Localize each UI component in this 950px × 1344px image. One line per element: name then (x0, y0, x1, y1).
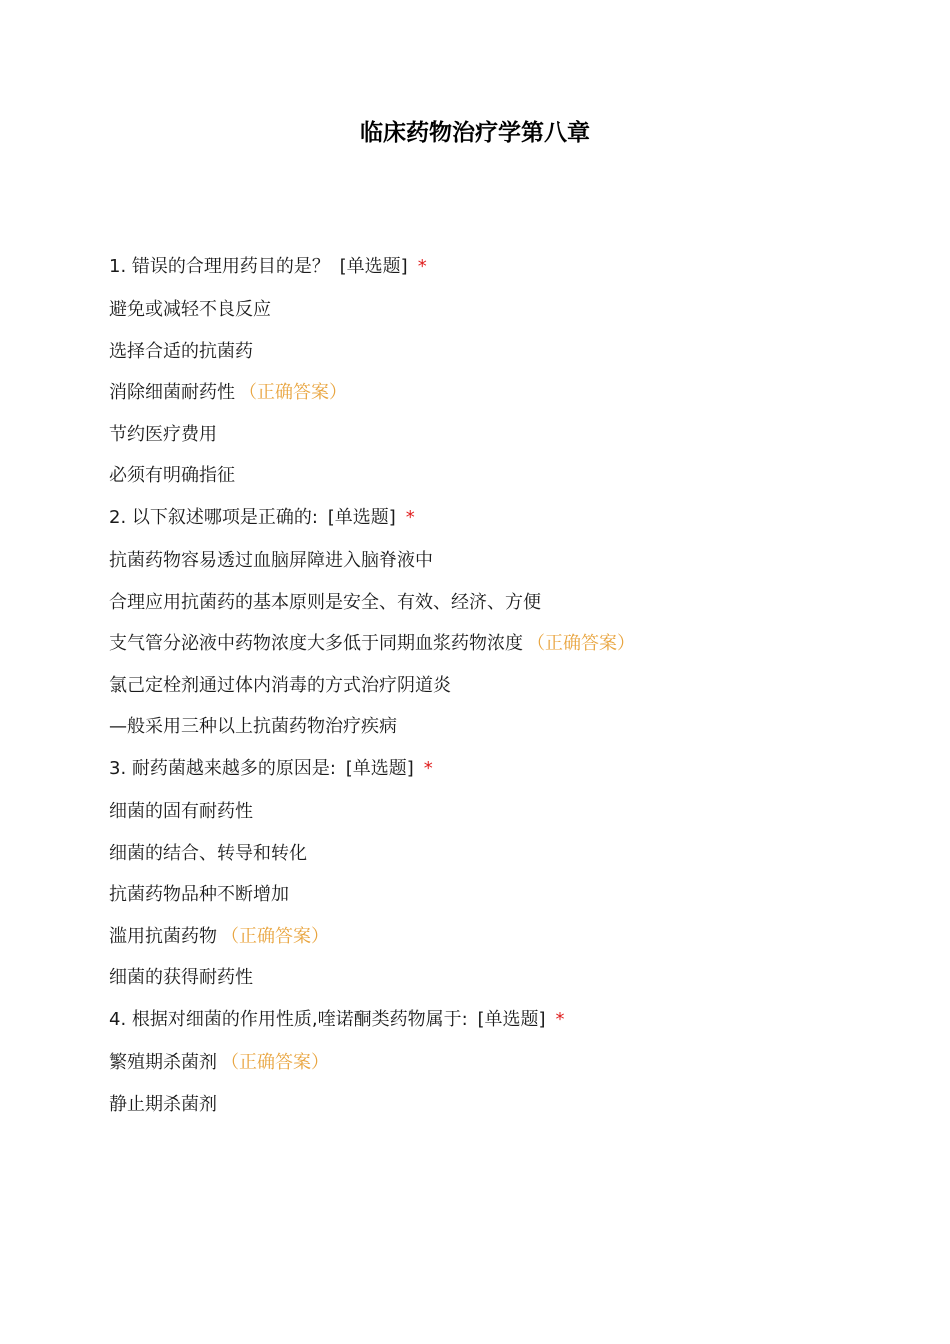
option-text: 细菌的结合、转导和转化 (109, 842, 307, 864)
option-item (109, 461, 889, 491)
option-text: —般采用三种以上抗菌药物治疗疾病 (109, 716, 397, 737)
option-text: 繁殖期杀菌剂 (109, 1052, 217, 1073)
option-item (109, 880, 889, 910)
option-item (109, 922, 889, 952)
question-title (109, 252, 889, 282)
question-list (109, 252, 889, 1132)
question-number: 4. (109, 1009, 127, 1030)
option-item (109, 839, 889, 869)
required-mark: * (423, 758, 433, 779)
correct-answer-tag: （正确答案） (221, 1052, 329, 1073)
option-text: 消除细菌耐药性 (109, 382, 235, 403)
option-item (109, 629, 889, 659)
question-3 (109, 754, 889, 993)
option-text: 静止期杀菌剂 (109, 1093, 217, 1115)
question-text: 根据对细菌的作用性质,喹诺酮类药物属于: (131, 1009, 468, 1030)
option-text: 节约医疗费用 (109, 423, 217, 445)
question-4 (109, 1005, 889, 1120)
option-item (109, 671, 889, 701)
question-title (109, 1005, 889, 1035)
option-text: 细菌的获得耐药性 (109, 967, 253, 988)
correct-answer-tag: （正确答案） (239, 382, 347, 403)
question-type: [单选题] (339, 256, 408, 277)
option-text: 氯己定栓剂通过体内消毒的方式治疗阴道炎 (109, 674, 451, 696)
question-number: 3. (109, 758, 127, 779)
option-item (109, 1090, 889, 1120)
option-item (109, 546, 889, 576)
option-text: 抗菌药物容易透过血脑屏障进入脑脊液中 (109, 550, 433, 571)
option-item (109, 588, 889, 618)
question-text: 错误的合理用药目的是？ (131, 256, 330, 277)
option-text: 抗菌药物品种不断增加 (109, 884, 289, 905)
question-text: 以下叙述哪项是正确的: (131, 507, 318, 528)
option-item (109, 1048, 889, 1078)
page-title: 临床药物治疗学第八章 (360, 120, 590, 146)
option-item (109, 420, 889, 450)
option-text: 避免或减轻不良反应 (109, 299, 271, 320)
question-type: [单选题] (477, 1009, 546, 1030)
required-mark: * (405, 507, 415, 528)
question-2 (109, 503, 889, 742)
question-type: [单选题] (345, 758, 414, 779)
question-title (109, 503, 889, 533)
option-text: 滥用抗菌药物 (109, 925, 217, 947)
required-mark: * (555, 1009, 565, 1030)
option-text: 细菌的固有耐药性 (109, 801, 253, 822)
option-item (109, 295, 889, 325)
question-title (109, 754, 889, 784)
question-type: [单选题] (327, 507, 396, 528)
option-item (109, 378, 889, 408)
option-text: 必须有明确指征 (109, 465, 235, 486)
option-text: 选择合适的抗菌药 (109, 340, 253, 362)
option-text: 合理应用抗菌药的基本原则是安全、有效、经济、方便 (109, 591, 541, 613)
question-1 (109, 252, 889, 491)
option-item (109, 712, 889, 742)
question-number: 1. (109, 256, 127, 277)
question-number: 2. (109, 507, 127, 528)
option-text: 支气管分泌液中药物浓度大多低于同期血浆药物浓度 (109, 633, 523, 654)
correct-answer-tag: （正确答案） (221, 925, 329, 947)
option-item (109, 797, 889, 827)
option-item (109, 337, 889, 367)
correct-answer-tag: （正确答案） (527, 633, 635, 654)
question-text: 耐药菌越来越多的原因是: (131, 758, 336, 779)
option-item (109, 963, 889, 993)
required-mark: * (417, 256, 427, 277)
